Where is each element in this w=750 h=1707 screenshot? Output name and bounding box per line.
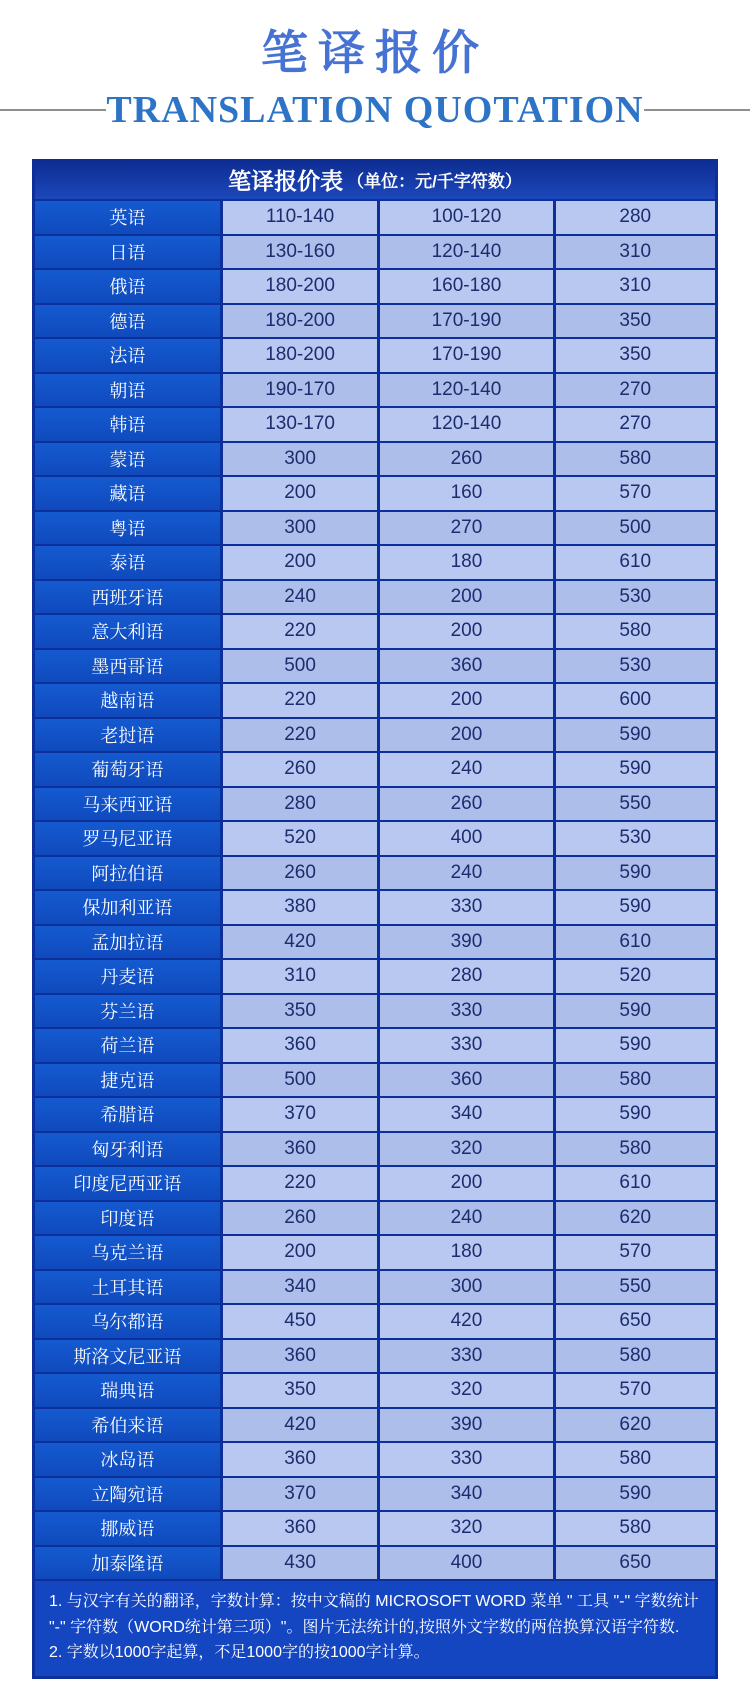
language-cell: 乌克兰语 <box>35 1236 220 1269</box>
price-cell: 580 <box>556 1064 715 1097</box>
language-cell: 挪威语 <box>35 1512 220 1545</box>
price-cell: 220 <box>223 615 378 648</box>
price-cell: 550 <box>556 1271 715 1304</box>
price-cell: 220 <box>223 1167 378 1200</box>
language-cell: 孟加拉语 <box>35 926 220 959</box>
price-cell: 420 <box>223 1409 378 1442</box>
price-cell: 580 <box>556 443 715 476</box>
price-cell: 240 <box>223 581 378 614</box>
price-cell: 280 <box>380 960 552 993</box>
price-cell: 590 <box>556 1029 715 1062</box>
price-cell: 330 <box>380 995 552 1028</box>
price-cell: 100-120 <box>380 201 552 234</box>
price-cell: 570 <box>556 1236 715 1269</box>
price-cell: 260 <box>380 788 552 821</box>
price-cell: 240 <box>380 1202 552 1235</box>
table-title: 笔译报价表 <box>228 167 344 194</box>
price-cell: 610 <box>556 546 715 579</box>
price-cell: 620 <box>556 1202 715 1235</box>
price-cell: 570 <box>556 477 715 510</box>
language-cell: 葡萄牙语 <box>35 753 220 786</box>
price-cell: 130-160 <box>223 236 378 269</box>
price-cell: 310 <box>556 236 715 269</box>
divider-line-right <box>644 109 750 111</box>
language-cell: 藏语 <box>35 477 220 510</box>
price-cell: 430 <box>223 1547 378 1580</box>
price-cell: 240 <box>380 753 552 786</box>
price-cell: 260 <box>223 857 378 890</box>
page-subtitle: TRANSLATION QUOTATION <box>106 89 644 131</box>
language-cell: 希腊语 <box>35 1098 220 1131</box>
price-cell: 380 <box>223 891 378 924</box>
price-cell: 650 <box>556 1547 715 1580</box>
price-cell: 620 <box>556 1409 715 1442</box>
language-cell: 土耳其语 <box>35 1271 220 1304</box>
language-cell: 荷兰语 <box>35 1029 220 1062</box>
price-cell: 260 <box>223 1202 378 1235</box>
price-cell: 590 <box>556 1478 715 1511</box>
price-cell: 500 <box>223 1064 378 1097</box>
price-cell: 120-140 <box>380 374 552 407</box>
price-cell: 390 <box>380 1409 552 1442</box>
price-cell: 330 <box>380 1029 552 1062</box>
quotation-table <box>32 159 718 1679</box>
price-cell: 420 <box>223 926 378 959</box>
language-cell: 墨西哥语 <box>35 650 220 683</box>
price-cell: 580 <box>556 1340 715 1373</box>
language-cell: 阿拉伯语 <box>35 857 220 890</box>
language-cell: 法语 <box>35 339 220 372</box>
price-cell: 340 <box>380 1478 552 1511</box>
price-cell: 590 <box>556 995 715 1028</box>
price-cell: 220 <box>223 684 378 717</box>
price-cell: 180 <box>380 546 552 579</box>
language-cell: 斯洛文尼亚语 <box>35 1340 220 1373</box>
table-notes <box>35 1581 715 1676</box>
price-cell: 420 <box>380 1305 552 1338</box>
price-cell: 200 <box>380 684 552 717</box>
price-cell: 260 <box>380 443 552 476</box>
price-cell: 200 <box>223 546 378 579</box>
price-cell: 200 <box>380 615 552 648</box>
price-cell: 530 <box>556 822 715 855</box>
price-cell: 520 <box>223 822 378 855</box>
price-cell: 260 <box>223 753 378 786</box>
price-cell: 340 <box>223 1271 378 1304</box>
language-cell: 朝语 <box>35 374 220 407</box>
price-cell: 130-170 <box>223 408 378 441</box>
price-cell: 610 <box>556 1167 715 1200</box>
language-cell: 粤语 <box>35 512 220 545</box>
price-cell: 280 <box>556 201 715 234</box>
price-cell: 120-140 <box>380 408 552 441</box>
language-cell: 蒙语 <box>35 443 220 476</box>
language-cell: 希伯来语 <box>35 1409 220 1442</box>
price-cell: 300 <box>223 512 378 545</box>
language-cell: 英语 <box>35 201 220 234</box>
language-cell: 俄语 <box>35 270 220 303</box>
price-cell: 570 <box>556 1374 715 1407</box>
price-cell: 350 <box>223 995 378 1028</box>
price-cell: 360 <box>223 1340 378 1373</box>
price-cell: 360 <box>380 1064 552 1097</box>
price-cell: 520 <box>556 960 715 993</box>
price-cell: 320 <box>380 1133 552 1166</box>
language-cell: 罗马尼亚语 <box>35 822 220 855</box>
price-cell: 580 <box>556 615 715 648</box>
language-cell: 乌尔都语 <box>35 1305 220 1338</box>
language-cell: 保加利亚语 <box>35 891 220 924</box>
subtitle-row <box>0 87 750 133</box>
price-cell: 580 <box>556 1512 715 1545</box>
language-cell: 加泰隆语 <box>35 1547 220 1580</box>
price-cell: 220 <box>223 719 378 752</box>
price-cell: 360 <box>223 1512 378 1545</box>
price-cell: 190-170 <box>223 374 378 407</box>
price-cell: 240 <box>380 857 552 890</box>
price-cell: 590 <box>556 891 715 924</box>
price-cell: 180-200 <box>223 270 378 303</box>
price-cell: 580 <box>556 1443 715 1476</box>
price-cell: 180-200 <box>223 305 378 338</box>
language-cell: 西班牙语 <box>35 581 220 614</box>
price-cell: 200 <box>380 719 552 752</box>
language-cell: 德语 <box>35 305 220 338</box>
price-cell: 270 <box>380 512 552 545</box>
price-cell: 350 <box>223 1374 378 1407</box>
language-cell: 马来西亚语 <box>35 788 220 821</box>
page-title: 笔译报价 <box>261 26 489 79</box>
price-cell: 400 <box>380 822 552 855</box>
language-cell: 立陶宛语 <box>35 1478 220 1511</box>
price-cell: 170-190 <box>380 339 552 372</box>
price-cell: 170-190 <box>380 305 552 338</box>
language-cell: 日语 <box>35 236 220 269</box>
language-cell: 捷克语 <box>35 1064 220 1097</box>
price-cell: 530 <box>556 650 715 683</box>
language-cell: 泰语 <box>35 546 220 579</box>
table-unit-label: （单位：元/千字符数） <box>347 171 522 191</box>
language-cell: 意大利语 <box>35 615 220 648</box>
price-cell: 340 <box>380 1098 552 1131</box>
language-cell: 老挝语 <box>35 719 220 752</box>
price-cell: 310 <box>556 270 715 303</box>
note-line-1: 1. 与汉字有关的翻译，字数计算：按中文稿的 MICROSOFT WORD 菜单 " 工具 "-" 字数统计 "-" 字符数（WORD统计第三项）"。图片无法统计的,按照外文字数的两倍换算汉语字符数. <box>49 1593 699 1636</box>
price-cell: 270 <box>556 374 715 407</box>
price-cell: 500 <box>223 650 378 683</box>
price-cell: 370 <box>223 1098 378 1131</box>
price-cell: 200 <box>223 1236 378 1269</box>
price-cell: 320 <box>380 1512 552 1545</box>
table-header <box>35 159 715 199</box>
table-body <box>35 201 715 1579</box>
price-cell: 120-140 <box>380 236 552 269</box>
note-line-2: 2. 字数以1000字起算，不足1000字的按1000字计算。 <box>49 1644 430 1662</box>
language-cell: 印度尼西亚语 <box>35 1167 220 1200</box>
price-cell: 500 <box>556 512 715 545</box>
language-cell: 丹麦语 <box>35 960 220 993</box>
price-cell: 350 <box>556 339 715 372</box>
price-cell: 300 <box>380 1271 552 1304</box>
price-cell: 590 <box>556 719 715 752</box>
language-cell: 韩语 <box>35 408 220 441</box>
price-cell: 360 <box>380 650 552 683</box>
price-cell: 590 <box>556 857 715 890</box>
language-cell: 冰岛语 <box>35 1443 220 1476</box>
price-cell: 160-180 <box>380 270 552 303</box>
price-cell: 330 <box>380 1443 552 1476</box>
price-cell: 360 <box>223 1443 378 1476</box>
price-cell: 180-200 <box>223 339 378 372</box>
language-cell: 芬兰语 <box>35 995 220 1028</box>
price-cell: 360 <box>223 1133 378 1166</box>
price-cell: 400 <box>380 1547 552 1580</box>
price-cell: 320 <box>380 1374 552 1407</box>
price-cell: 590 <box>556 1098 715 1131</box>
price-cell: 390 <box>380 926 552 959</box>
language-cell: 越南语 <box>35 684 220 717</box>
price-cell: 200 <box>380 1167 552 1200</box>
price-cell: 300 <box>223 443 378 476</box>
price-cell: 550 <box>556 788 715 821</box>
price-cell: 590 <box>556 753 715 786</box>
price-cell: 580 <box>556 1133 715 1166</box>
price-cell: 200 <box>380 581 552 614</box>
price-cell: 370 <box>223 1478 378 1511</box>
price-cell: 600 <box>556 684 715 717</box>
price-cell: 280 <box>223 788 378 821</box>
price-cell: 610 <box>556 926 715 959</box>
price-cell: 160 <box>380 477 552 510</box>
price-cell: 650 <box>556 1305 715 1338</box>
price-cell: 330 <box>380 1340 552 1373</box>
language-cell: 印度语 <box>35 1202 220 1235</box>
language-cell: 瑞典语 <box>35 1374 220 1407</box>
price-cell: 270 <box>556 408 715 441</box>
price-cell: 350 <box>556 305 715 338</box>
price-cell: 360 <box>223 1029 378 1062</box>
price-cell: 450 <box>223 1305 378 1338</box>
price-cell: 200 <box>223 477 378 510</box>
price-cell: 180 <box>380 1236 552 1269</box>
price-cell: 530 <box>556 581 715 614</box>
price-cell: 330 <box>380 891 552 924</box>
price-cell: 310 <box>223 960 378 993</box>
price-cell: 110-140 <box>223 201 378 234</box>
language-cell: 匈牙利语 <box>35 1133 220 1166</box>
divider-line-left <box>0 109 106 111</box>
